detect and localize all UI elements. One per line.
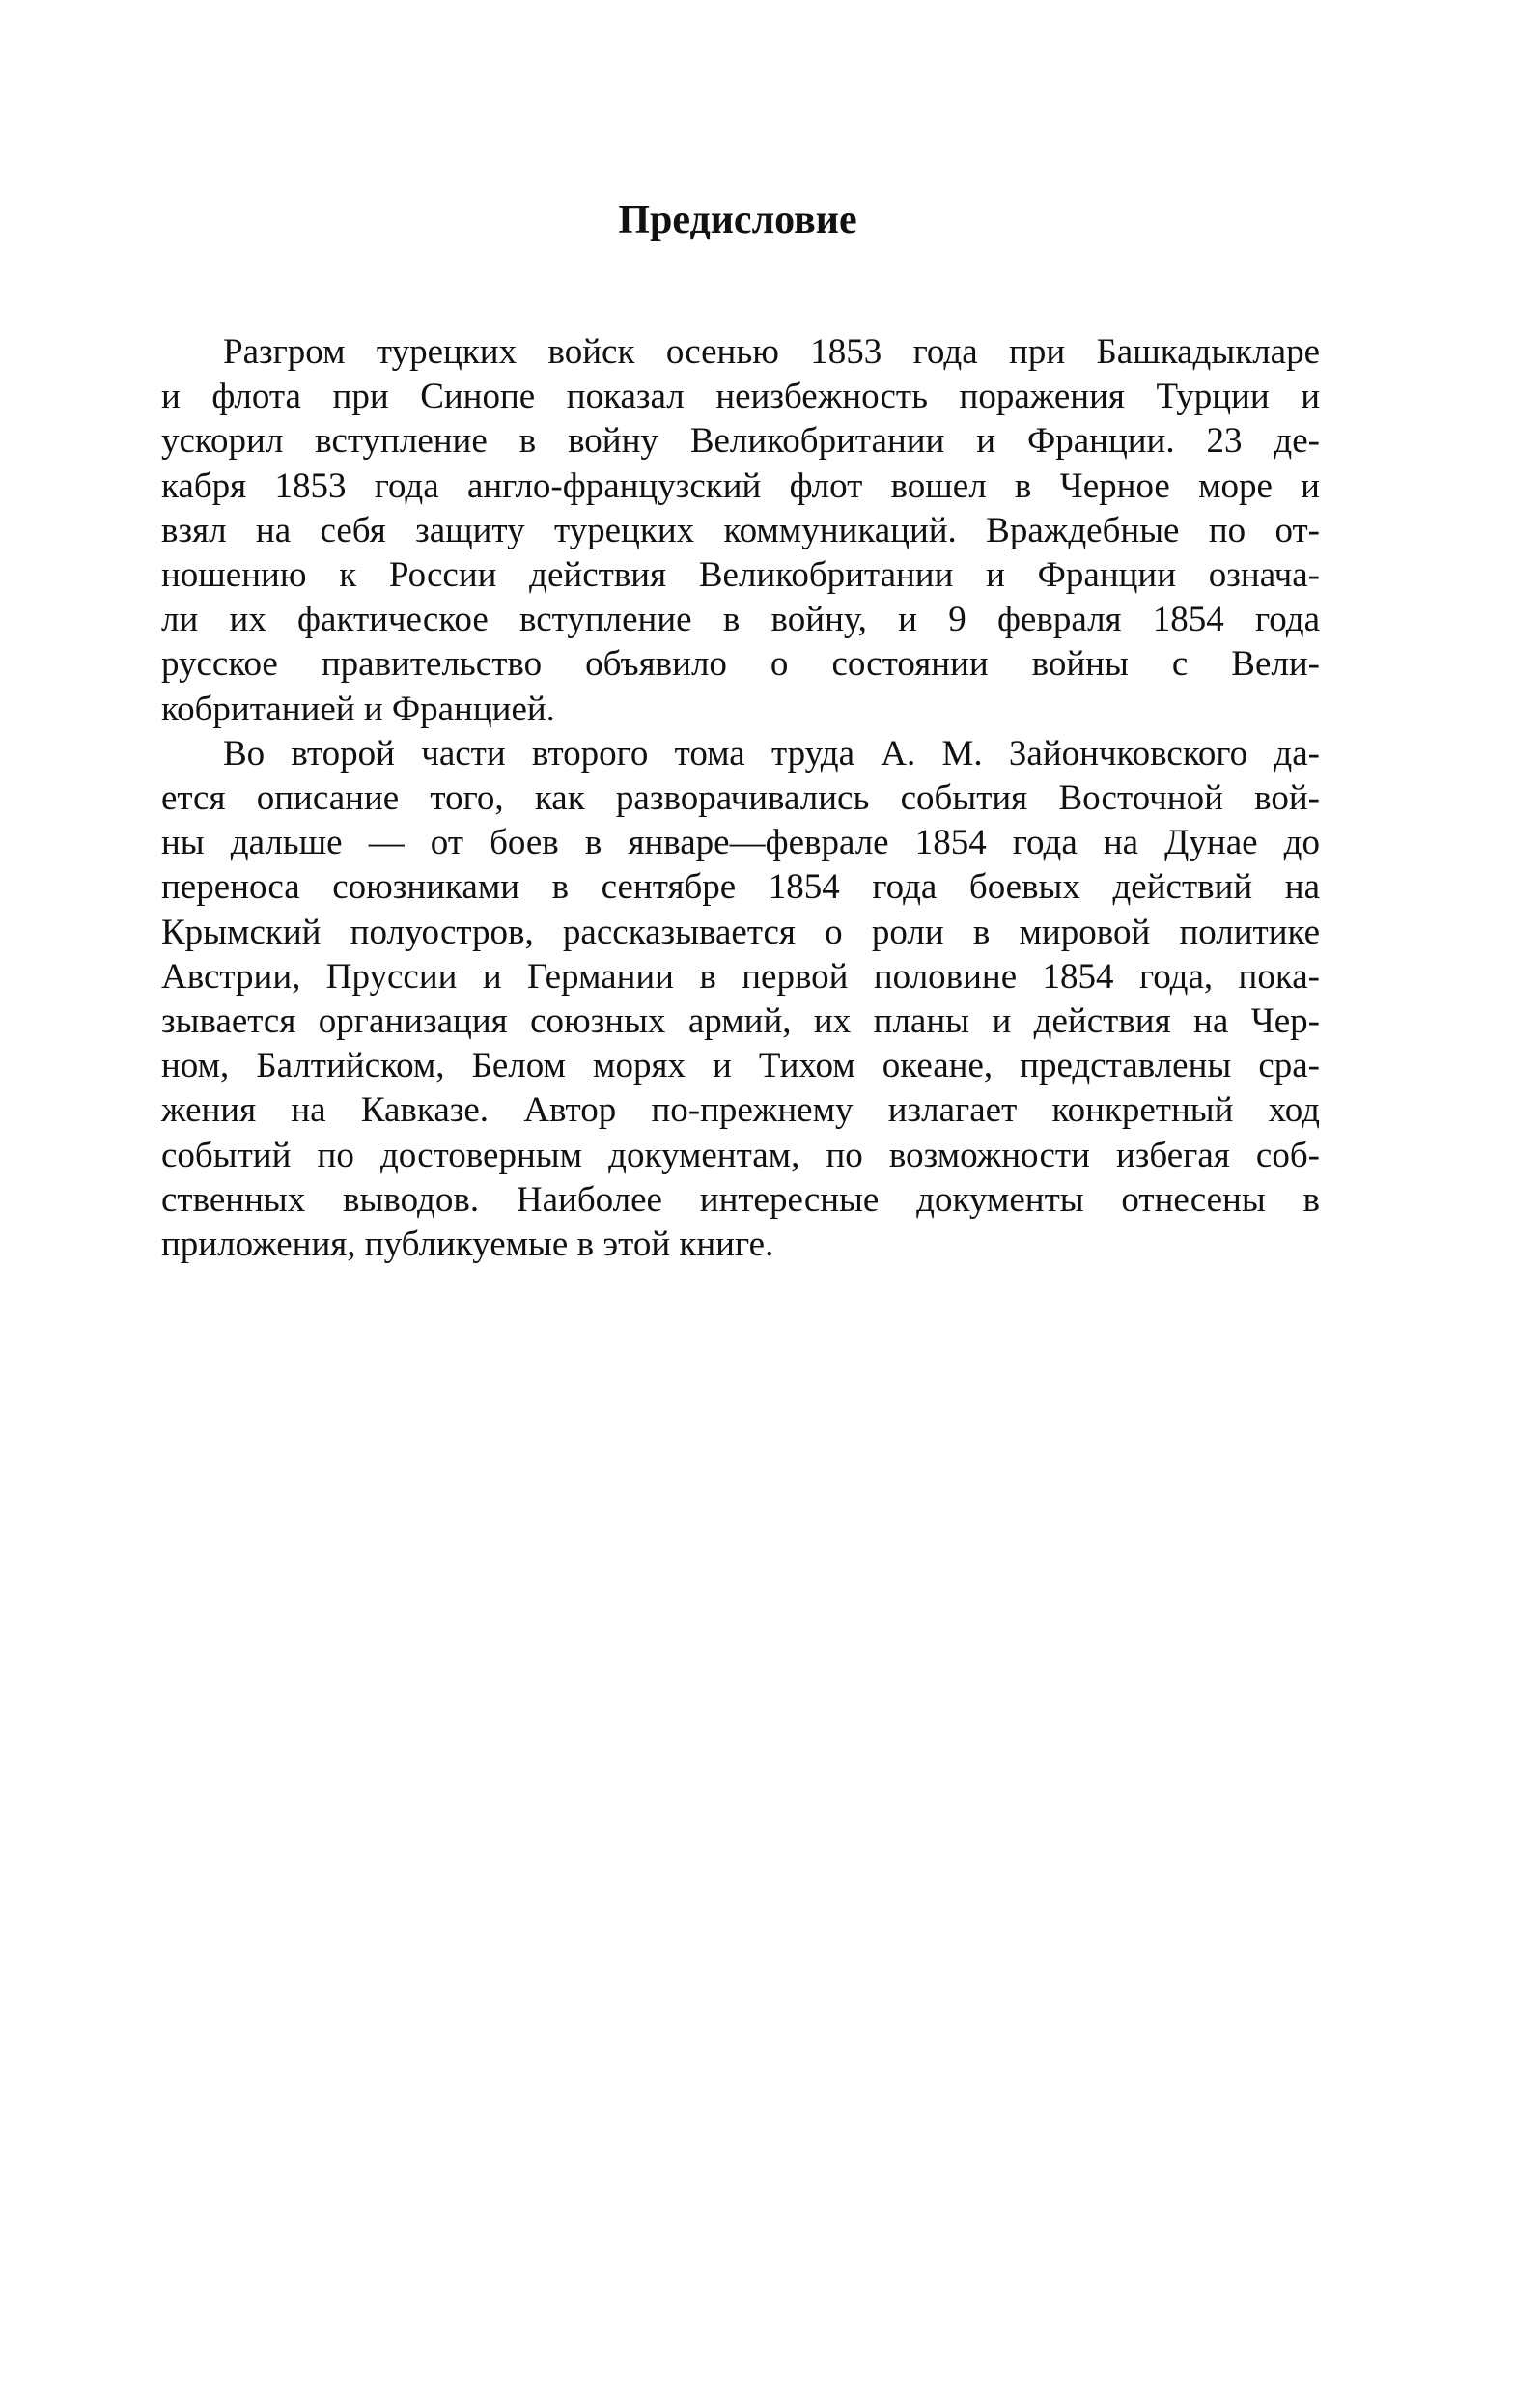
text-line: Австрии, Пруссии и Германии в первой половине 1854 года, пока-	[161, 956, 1320, 997]
text-line: приложения, публикуемые в этой книге.	[161, 1225, 774, 1265]
text-line: ли их фактическое вступление в войну, и 9 февраля 1854 года	[161, 600, 1320, 640]
text-line: и флота при Синопе показал неизбежность поражения Турции и	[161, 377, 1320, 417]
paragraph-1	[161, 330, 1320, 732]
text-line: ускорил вступление в войну Великобритании и Франции. 23 де-	[161, 421, 1320, 462]
page-title: Предисловие	[618, 198, 857, 242]
text-line: русское правительство объявило о состоянии войны с Вели-	[161, 644, 1320, 685]
text-line: ственных выводов. Наиболее интересные документы отнесены в	[161, 1179, 1320, 1220]
preface-body	[161, 330, 1320, 1267]
text-line: ношению к России действия Великобритании и Франции означа-	[161, 555, 1320, 596]
text-line: ном, Балтийском, Белом морях и Тихом океане, представлены сра-	[161, 1046, 1320, 1086]
text-line: событий по достоверным документам, по возможности избегая соб-	[161, 1135, 1320, 1175]
text-line: зывается организация союзных армий, их планы и действия на Чер-	[161, 1001, 1320, 1042]
text-line: кобританией и Францией.	[161, 689, 555, 729]
text-line: кабря 1853 года англо-французский флот вошел в Черное море и	[161, 465, 1320, 506]
text-line: взял на себя защиту турецких коммуникаций. Враждебные по от-	[161, 510, 1320, 550]
text-line: ется описание того, как разворачивались события Восточной вой-	[161, 778, 1320, 819]
text-line: ны дальше — от боев в январе—феврале 1854 года на Дунае до	[161, 823, 1320, 863]
text-line: переноса союзниками в сентябре 1854 года боевых действий на	[161, 867, 1320, 908]
text-line: Разгром турецких войск осенью 1853 года при Башкадыкларе	[223, 332, 1320, 372]
text-line: жения на Кавказе. Автор по-прежнему излагает конкретный ход	[161, 1090, 1320, 1131]
text-line: Крымский полуостров, рассказывается о роли в мировой политике	[161, 912, 1320, 952]
text-line: Во второй части второго тома труда А. М. Зайончковского да-	[223, 733, 1320, 774]
paragraph-2	[161, 732, 1320, 1267]
